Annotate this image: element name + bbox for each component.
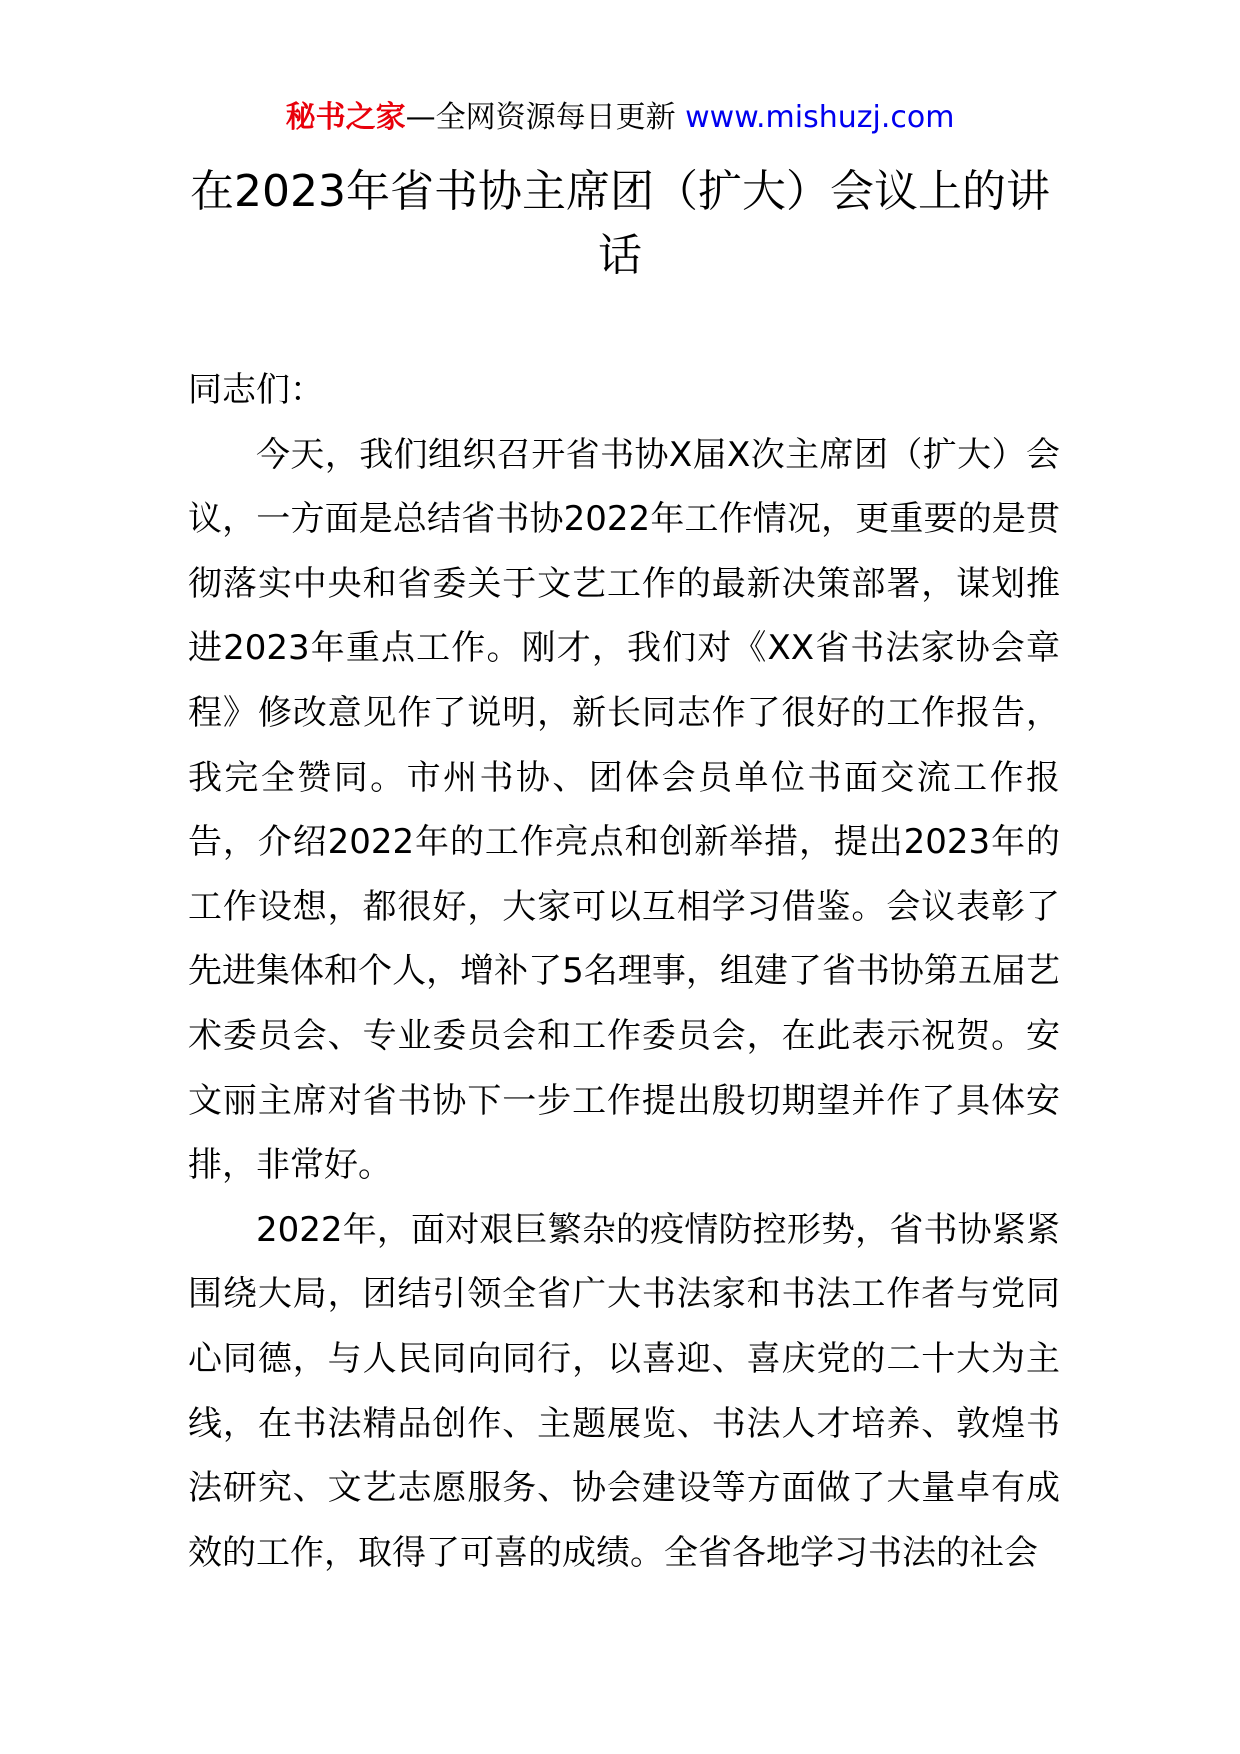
body-paragraph-1: 今天，我们组织召开省书协X届X次主席团（扩大）会议，一方面是总结省书协2022年工作情况，更重要的是贯彻落实中央和省委关于文艺工作的最新决策部署，谋划推进2023年重点工作。刚才，我们对《XX省书法家协会章程》修改意见作了说明，新长同志作了很好的工作报告，我完全赞同。市州书协、团体会员单位书面交流工作报告，介绍2022年的工作亮点和创新举措，提出2023年的工作设想，都很好，大家可以互相学习借鉴。会议表彰了先进集体和个人，增补了5名理事，组建了省书协第五届艺术委员会、专业委员会和工作委员会，在此表示祝贺。安文丽主席对省书协下一步工作提出殷切期望并作了具体安排，非常好。 [188, 434, 1060, 1186]
body-paragraph-2: 2022年，面对艰巨繁杂的疫情防控形势，省书协紧紧围绕大局，团结引领全省广大书法家和书法工作者与党同心同德，与人民同向同行，以喜迎、喜庆党的二十大为主线，在书法精品创作、主题展览、书法人才培养、敦煌书法研究、文艺志愿服务、协会建设等方面做了大量卓有成效的工作，取得了可喜的成绩。全省各地学习书法的社会 [188, 1209, 1060, 1573]
salutation: 同志们： [188, 370, 324, 410]
brand-name: 秘书之家 [285, 100, 406, 135]
document-body [188, 358, 1060, 1585]
site-header [0, 98, 1240, 138]
header-tagline: —全网资源每日更新 [405, 100, 676, 135]
document-title: 在2023年省书协主席团（扩大）会议上的讲话 [190, 166, 1050, 281]
site-url-link[interactable]: www.mishuzj.com [685, 100, 955, 135]
